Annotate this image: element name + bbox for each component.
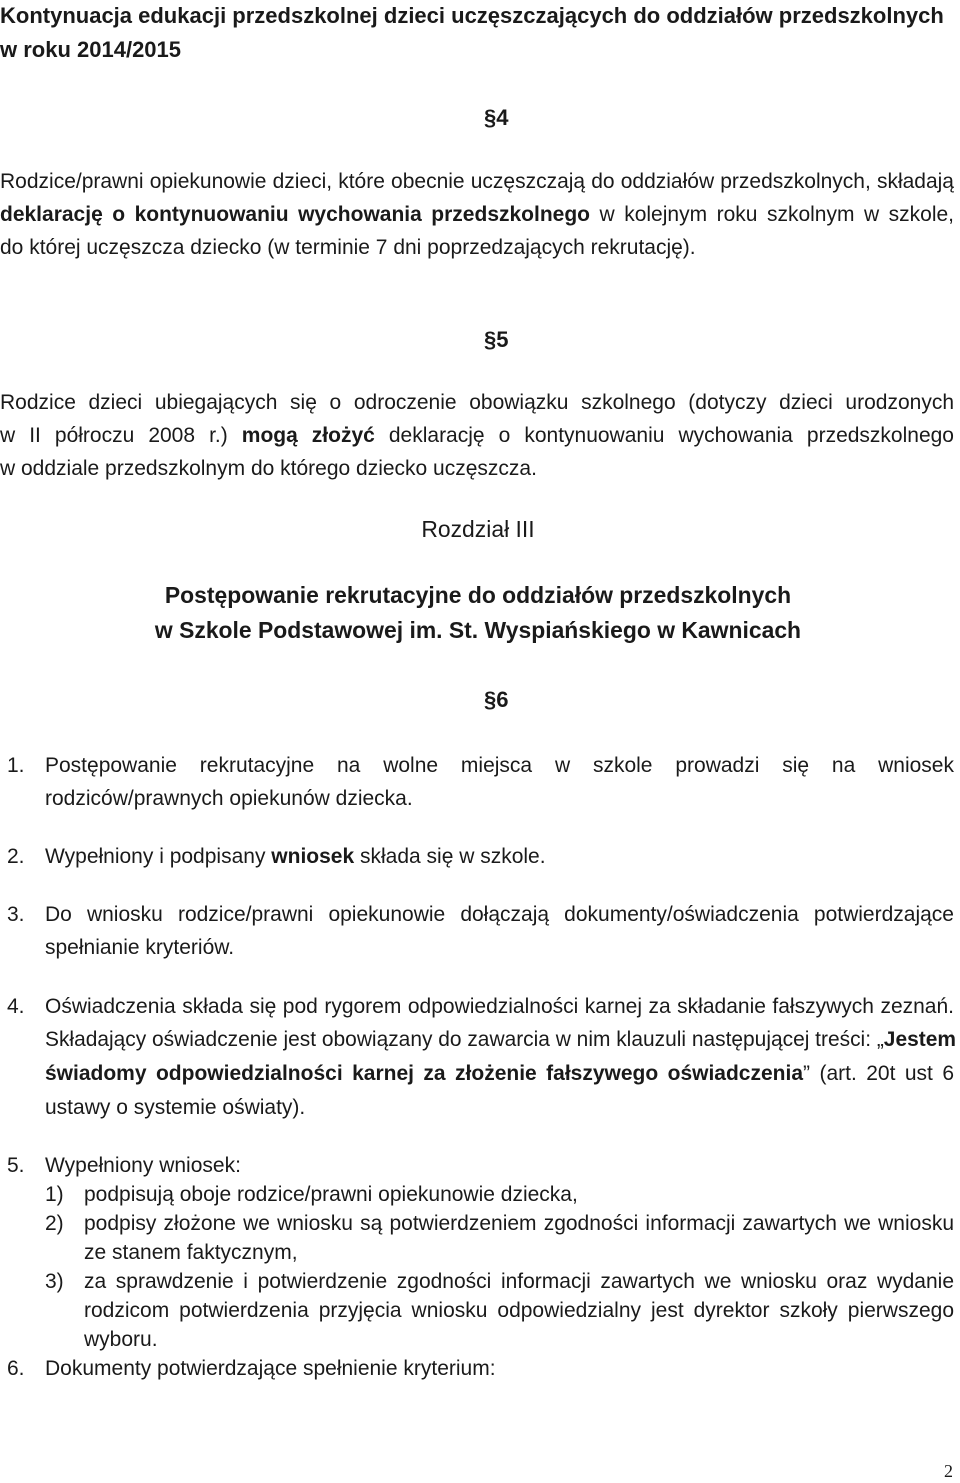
item-4-line2-pre: Składający oświadczenie jest obowiązany do zawarcia w nim klauzuli następującej treści: „ [45, 1028, 884, 1051]
item-4-line1: Oświadczenia składa się pod rygorem odpowiedzialności karnej za składanie fałszywych zeznań. [45, 995, 954, 1018]
item-5-line1: Wypełniony wniosek: [45, 1154, 241, 1177]
document-title-line2: w roku 2014/2015 [0, 37, 182, 62]
item-1-line1: Postępowanie rekrutacyjne na wolne miejsca w szkole prowadzi się na wniosek [45, 754, 954, 777]
section-4-bold-phrase: deklarację o kontynuowaniu wychowania przedszkolnego [0, 203, 591, 226]
item-3-line1: Do wniosku rodzice/prawni opiekunowie dołączają dokumenty/oświadczenia potwierdzające [45, 903, 954, 926]
item-2-pre: Wypełniony i podpisany [45, 845, 272, 868]
chapter-title-line2: w Szkole Podstawowej im. St. Wyspiańskiego w Kawnicach [154, 617, 802, 643]
chapter-label: Rozdział III [421, 516, 535, 542]
chapter-title-line1: Postępowanie rekrutacyjne do oddziałów przedszkolnych [164, 582, 792, 608]
item-5-number: 5. [7, 1154, 25, 1177]
item-4-line3 [45, 1060, 954, 1088]
item-1-number: 1. [7, 754, 25, 777]
subitem-3-line2: rodzicom potwierdzenia przyjęcia wniosku odpowiedzialny jest dyrektor szkoły pierwszego [84, 1299, 954, 1322]
item-4-line4: ustawy o systemie oświaty). [45, 1096, 306, 1119]
item-3-number: 3. [7, 903, 25, 926]
item-4-line2-bold: Jestem [883, 1028, 956, 1051]
section-5-text-line2 [0, 422, 954, 450]
item-4-line2 [45, 1026, 956, 1054]
item-4-number: 4. [7, 995, 25, 1018]
subitem-2-line2: ze stanem faktycznym, [84, 1241, 298, 1264]
section-5-text-line2-pre: w II półroczu 2008 r.) [0, 424, 242, 447]
item-6-line1: Dokumenty potwierdzające spełnienie kryterium: [45, 1357, 496, 1380]
item-6-number: 6. [7, 1357, 25, 1380]
section-4-text-line1: Rodzice/prawni opiekunowie dzieci, które obecnie uczęszczają do oddziałów przedszkolnych, składają [0, 170, 954, 193]
document-title-line1: Kontynuacja edukacji przedszkolnej dzieci uczęszczających do oddziałów przedszkolnych [0, 3, 944, 28]
section-5-bold-phrase: mogą złożyć [241, 424, 375, 447]
section-6-heading: §6 [484, 687, 509, 712]
section-5-text-line3: w oddziale przedszkolnym do którego dziecko uczęszcza. [0, 457, 537, 480]
section-4-text-line2-rest: w kolejnym roku szkolnym w szkole, [590, 203, 955, 226]
subitem-3-line3: wyboru. [84, 1328, 158, 1351]
item-2-rest: składa się w szkole. [354, 845, 546, 868]
page-number: 2 [944, 1461, 953, 1481]
section-5-text-line1: Rodzice dzieci ubiegających się o odroczenie obowiązku szkolnego (dotyczy dzieci urodzonych [0, 391, 954, 414]
item-4-line3-rest: ” (art. 20t ust 6 [803, 1062, 954, 1085]
section-4-heading: §4 [484, 105, 509, 130]
item-4-line3-bold: świadomy odpowiedzialności karnej za złożenie fałszywego oświadczenia [45, 1062, 804, 1085]
subitem-2-line1: podpisy złożone we wniosku są potwierdzeniem zgodności informacji zawartych we wniosku [84, 1212, 954, 1235]
subitem-1-number: 1) [45, 1183, 64, 1206]
item-1-line2: rodziców/prawnych opiekunów dziecka. [45, 787, 413, 810]
section-4-text-line3: do której uczęszcza dziecko (w terminie 7 dni poprzedzających rekrutację). [0, 236, 696, 259]
item-2-line1 [45, 843, 546, 871]
section-4-text-line2 [0, 201, 954, 229]
item-2-number: 2. [7, 845, 25, 868]
subitem-1-line1: podpisują oboje rodzice/prawni opiekunowie dziecka, [84, 1183, 578, 1206]
subitem-3-number: 3) [45, 1270, 64, 1293]
item-2-bold-word: wniosek [271, 845, 355, 868]
subitem-3-line1: za sprawdzenie i potwierdzenie zgodności informacji zawartych we wniosku oraz wydanie [84, 1270, 954, 1293]
section-5-text-line2-rest: deklarację o kontynuowaniu wychowania przedszkolnego [374, 424, 954, 447]
subitem-2-number: 2) [45, 1212, 64, 1235]
item-3-line2: spełnianie kryteriów. [45, 936, 235, 959]
section-5-heading: §5 [484, 327, 509, 352]
